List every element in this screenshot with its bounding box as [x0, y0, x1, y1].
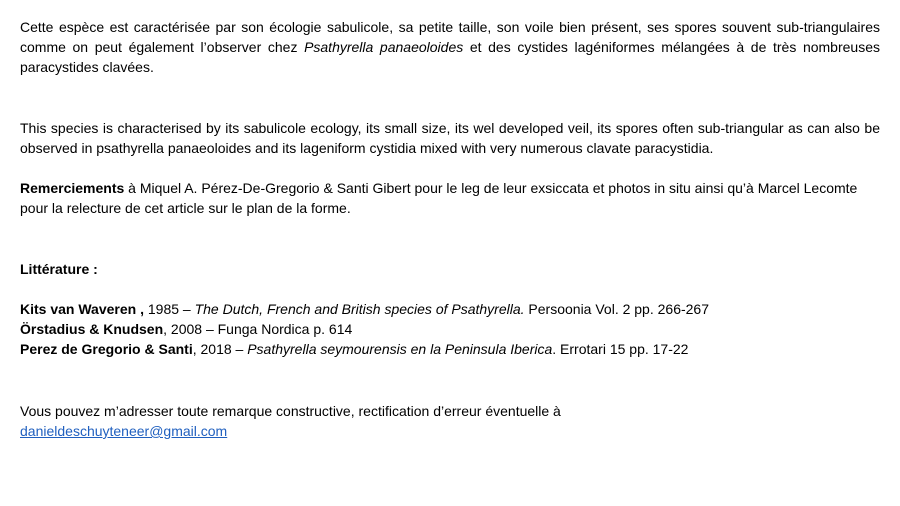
reference-item	[20, 319, 880, 339]
reference-source: . Errotari 15 pp. 17-22	[552, 341, 689, 357]
reference-year: 1985 –	[143, 301, 195, 317]
reference-title: The Dutch, French and British species of Psathyrella.	[194, 301, 525, 317]
acknowledgements-text: à Miquel A. Pérez-De-Gregorio & Santi Gibert pour le leg de leur exsiccata et photos in situ ainsi qu’à Marcel Lecomte pour la relecture de cet article sur le plan de la forme.	[20, 180, 858, 216]
reference-item	[20, 339, 880, 359]
reference-year: , 2008 – Funga Nordica p. 614	[163, 321, 353, 337]
species-name-italic: Psathyrella panaeoloides	[304, 39, 464, 55]
french-text-2: et des cystides lagéniformes mélangées à de très nombreuses paracystides clavées.	[20, 39, 880, 75]
reference-list	[20, 299, 880, 359]
french-text-1: Cette espèce est caractérisée par son écologie sabulicole, sa petite taille, son voile bien présent, ses spores souvent sub-triangulaires comme on peut également l’observer chez	[20, 19, 880, 55]
contact-section	[20, 401, 880, 441]
email-link[interactable]: danieldeschuyteneer@gmail.com	[20, 423, 228, 439]
acknowledgements-label: Remerciements	[20, 180, 125, 196]
reference-source: Persoonia Vol. 2 pp. 266-267	[524, 301, 709, 317]
contact-text: Vous pouvez m’adresser toute remarque constructive, rectification d’erreur éventuelle à	[20, 403, 561, 419]
french-paragraph	[20, 17, 880, 77]
reference-author: Perez de Gregorio & Santi	[20, 341, 193, 357]
reference-year: , 2018 –	[192, 341, 248, 357]
acknowledgements-paragraph	[20, 178, 880, 218]
reference-title: Psathyrella seymourensis en la Peninsula Iberica	[247, 341, 553, 357]
reference-author: Örstadius & Knudsen	[20, 321, 164, 337]
english-paragraph: This species is characterised by its sabulicole ecology, its small size, its wel developed veil, its spores often sub-triangular as can also be observed in psathyrella panaeoloides and its lageniform cystidia mixed with very numerous clavate paracystidia.	[20, 120, 880, 156]
reference-item	[20, 299, 880, 319]
literature-heading: Littérature :	[20, 261, 98, 277]
reference-author: Kits van Waveren ,	[20, 301, 144, 317]
